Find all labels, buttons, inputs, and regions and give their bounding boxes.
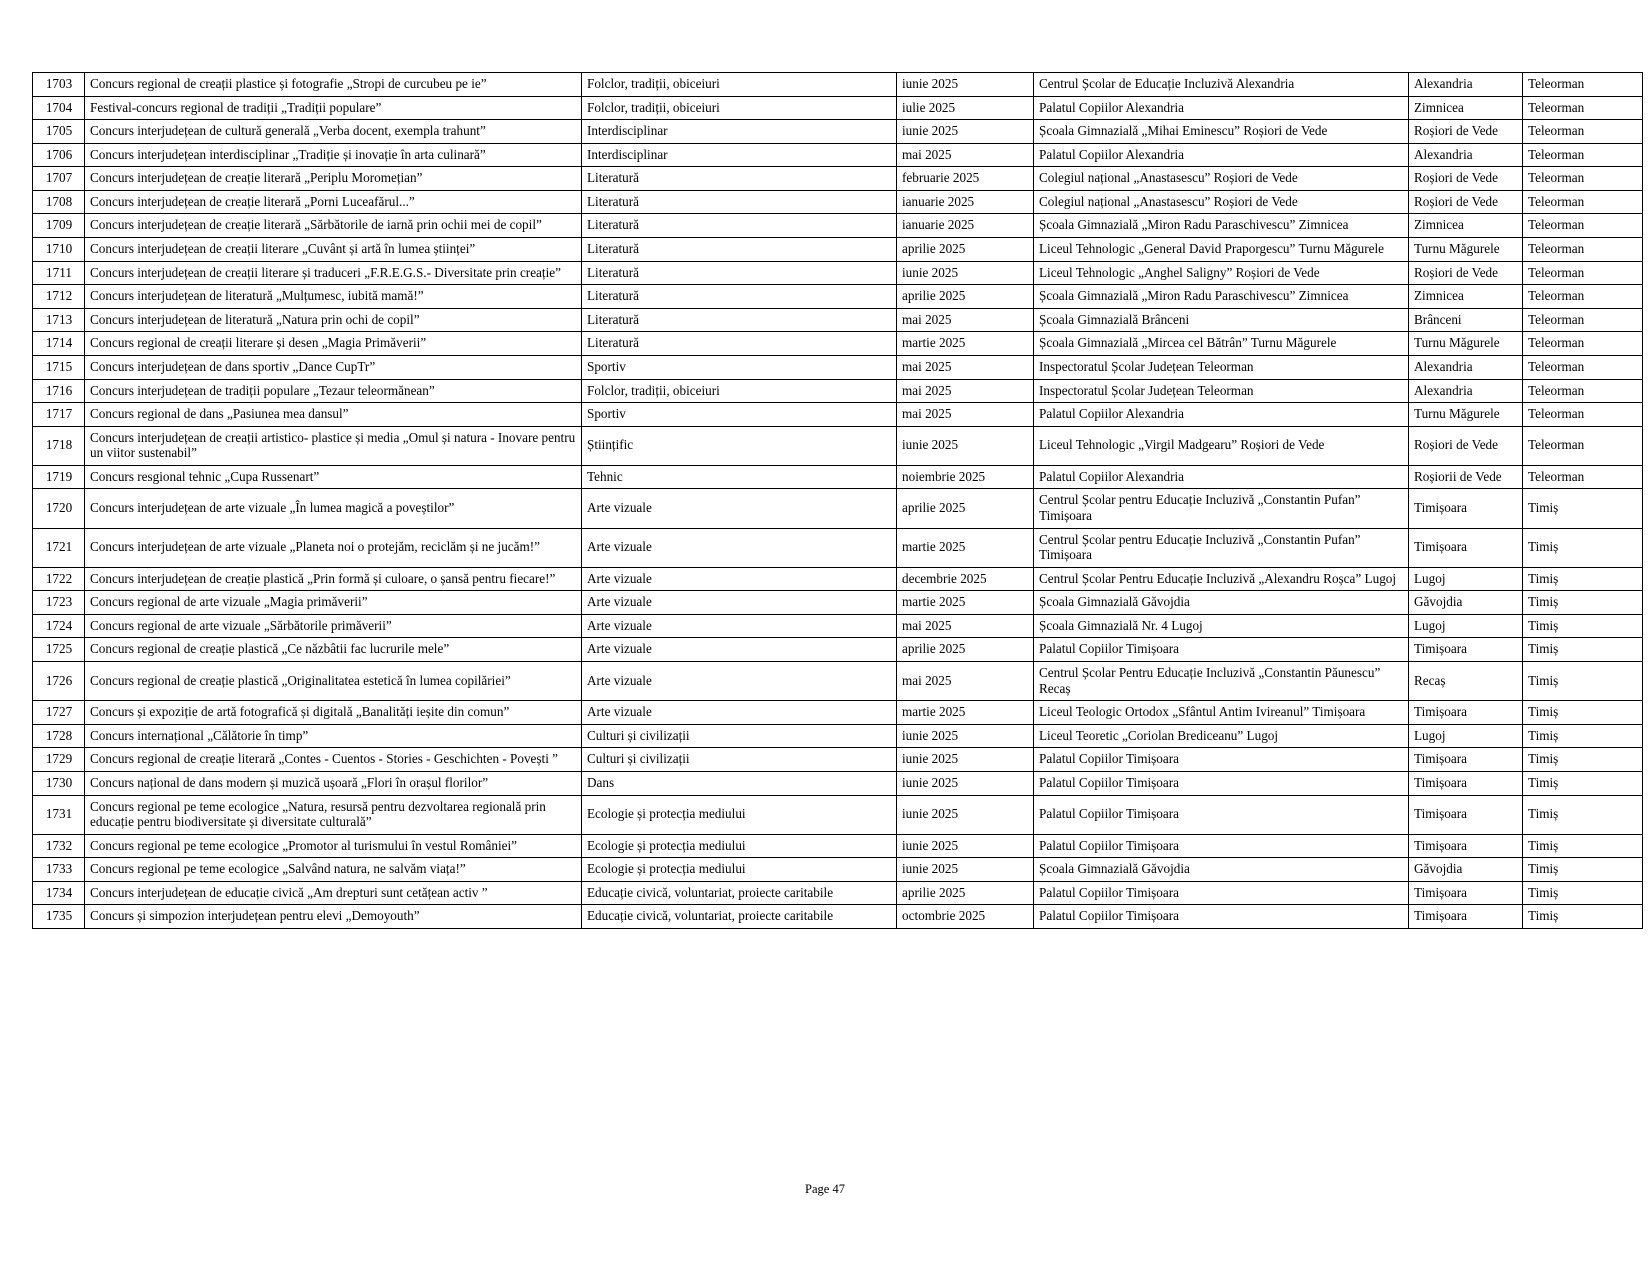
cell-date: martie 2025 [897,528,1034,567]
cell-number: 1717 [33,403,85,427]
cell-number: 1726 [33,662,85,701]
cell-date: iunie 2025 [897,748,1034,772]
cell-county: Teleorman [1523,73,1643,97]
cell-institution: Școala Gimnazială „Miron Radu Paraschivescu” Zimnicea [1034,214,1409,238]
cell-city: Alexandria [1409,379,1523,403]
cell-title: Concurs interjudețean de dans sportiv „Dance CupTr” [85,355,582,379]
cell-institution: Școala Gimnazială Găvojdia [1034,858,1409,882]
cell-city: Roșiori de Vede [1409,120,1523,144]
cell-date: iunie 2025 [897,261,1034,285]
cell-title: Concurs și simpozion interjudețean pentru elevi „Demoyouth” [85,905,582,929]
cell-city: Timișoara [1409,771,1523,795]
cell-county: Timiș [1523,834,1643,858]
cell-date: februarie 2025 [897,167,1034,191]
cell-title: Concurs regional pe teme ecologice „Salvând natura, ne salvăm viața!” [85,858,582,882]
cell-date: octombrie 2025 [897,905,1034,929]
cell-county: Timiș [1523,748,1643,772]
table-row [33,834,1643,858]
cell-category: Educație civică, voluntariat, proiecte caritabile [582,905,897,929]
cell-institution: Palatul Copiilor Timișoara [1034,834,1409,858]
cell-date: aprilie 2025 [897,489,1034,528]
cell-number: 1710 [33,238,85,262]
cell-city: Timișoara [1409,748,1523,772]
cell-title: Concurs interjudețean de creație plastică „Prin formă și culoare, o șansă pentru fiecare!” [85,567,582,591]
cell-category: Arte vizuale [582,567,897,591]
cell-category: Educație civică, voluntariat, proiecte caritabile [582,881,897,905]
table-row [33,96,1643,120]
cell-institution: Liceul Tehnologic „Virgil Madgearu” Roșiori de Vede [1034,426,1409,465]
table-row [33,238,1643,262]
table-row [33,355,1643,379]
cell-date: aprilie 2025 [897,881,1034,905]
cell-category: Literatură [582,167,897,191]
table-row [33,379,1643,403]
cell-city: Roșiori de Vede [1409,190,1523,214]
cell-category: Arte vizuale [582,701,897,725]
cell-county: Timiș [1523,724,1643,748]
table-row [33,771,1643,795]
cell-city: Alexandria [1409,355,1523,379]
cell-category: Arte vizuale [582,591,897,615]
table-row [33,567,1643,591]
cell-number: 1721 [33,528,85,567]
cell-institution: Școala Gimnazială „Mircea cel Bătrân” Turnu Măgurele [1034,332,1409,356]
cell-category: Literatură [582,238,897,262]
cell-city: Timișoara [1409,638,1523,662]
cell-title: Concurs interjudețean de arte vizuale „Planeta noi o protejăm, reciclăm și ne jucăm!” [85,528,582,567]
cell-county: Teleorman [1523,261,1643,285]
cell-title: Concurs regional de dans „Pasiunea mea dansul” [85,403,582,427]
cell-category: Folclor, tradiții, obiceiuri [582,96,897,120]
cell-institution: Palatul Copiilor Alexandria [1034,465,1409,489]
cell-title: Festival-concurs regional de tradiții „Tradiții populare” [85,96,582,120]
cell-number: 1731 [33,795,85,834]
cell-date: decembrie 2025 [897,567,1034,591]
cell-city: Zimnicea [1409,285,1523,309]
table-row [33,748,1643,772]
cell-title: Concurs regional de creații literare și desen „Magia Primăverii” [85,332,582,356]
table-row [33,701,1643,725]
cell-number: 1707 [33,167,85,191]
cell-date: mai 2025 [897,379,1034,403]
cell-institution: Palatul Copiilor Timișoara [1034,881,1409,905]
cell-title: Concurs interjudețean de creații artistico- plastice și media „Omul și natura - Inovare pentru un viitor sustenabil” [85,426,582,465]
table-row [33,465,1643,489]
cell-institution: Centrul Școlar pentru Educație Incluzivă „Constantin Pufan” Timișoara [1034,528,1409,567]
cell-city: Timișoara [1409,881,1523,905]
cell-city: Roșiori de Vede [1409,167,1523,191]
cell-number: 1709 [33,214,85,238]
cell-category: Arte vizuale [582,489,897,528]
cell-county: Teleorman [1523,143,1643,167]
cell-category: Ecologie și protecția mediului [582,858,897,882]
cell-county: Timiș [1523,662,1643,701]
cell-number: 1720 [33,489,85,528]
cell-county: Timiș [1523,528,1643,567]
cell-category: Interdisciplinar [582,120,897,144]
cell-date: aprilie 2025 [897,285,1034,309]
table-row [33,120,1643,144]
cell-number: 1725 [33,638,85,662]
cell-title: Concurs interjudețean de creație literară „Periplu Moromețian” [85,167,582,191]
cell-institution: Palatul Copiilor Alexandria [1034,96,1409,120]
cell-county: Timiș [1523,591,1643,615]
cell-institution: Liceul Tehnologic „Anghel Saligny” Roșiori de Vede [1034,261,1409,285]
cell-number: 1730 [33,771,85,795]
cell-category: Folclor, tradiții, obiceiuri [582,73,897,97]
cell-number: 1718 [33,426,85,465]
cell-title: Concurs regional de arte vizuale „Magia primăverii” [85,591,582,615]
cell-city: Brânceni [1409,308,1523,332]
cell-date: mai 2025 [897,308,1034,332]
cell-county: Timiș [1523,614,1643,638]
cell-title: Concurs național de dans modern și muzică ușoară „Flori în orașul florilor” [85,771,582,795]
cell-date: mai 2025 [897,614,1034,638]
table-row [33,489,1643,528]
cell-county: Teleorman [1523,379,1643,403]
cell-date: aprilie 2025 [897,638,1034,662]
table-row [33,285,1643,309]
cell-category: Arte vizuale [582,528,897,567]
cell-institution: Liceul Teologic Ortodox „Sfântul Antim Ivireanul” Timișoara [1034,701,1409,725]
cell-date: iunie 2025 [897,426,1034,465]
cell-institution: Școala Gimnazială Găvojdia [1034,591,1409,615]
cell-number: 1716 [33,379,85,403]
cell-title: Concurs interjudețean de literatură „Mulțumesc, iubită mamă!” [85,285,582,309]
cell-institution: Centrul Școlar pentru Educație Incluzivă „Constantin Pufan” Timișoara [1034,489,1409,528]
table-row [33,528,1643,567]
cell-number: 1722 [33,567,85,591]
cell-title: Concurs interjudețean de creație literară „Sărbătorile de iarnă prin ochii mei de copil” [85,214,582,238]
cell-city: Turnu Măgurele [1409,332,1523,356]
cell-county: Timiș [1523,638,1643,662]
cell-city: Recaș [1409,662,1523,701]
cell-institution: Liceul Tehnologic „General David Praporgescu” Turnu Măgurele [1034,238,1409,262]
cell-number: 1729 [33,748,85,772]
cell-title: Concurs internațional „Călătorie în timp” [85,724,582,748]
cell-county: Teleorman [1523,190,1643,214]
cell-category: Literatură [582,214,897,238]
cell-title: Concurs regional de creație literară „Contes - Cuentos - Stories - Geschichten - Povești ” [85,748,582,772]
cell-category: Sportiv [582,403,897,427]
cell-date: aprilie 2025 [897,238,1034,262]
table-row [33,73,1643,97]
cell-county: Timiș [1523,881,1643,905]
cell-category: Sportiv [582,355,897,379]
cell-county: Timiș [1523,858,1643,882]
cell-number: 1711 [33,261,85,285]
cell-county: Teleorman [1523,332,1643,356]
cell-city: Turnu Măgurele [1409,238,1523,262]
cell-city: Timișoara [1409,795,1523,834]
cell-city: Timișoara [1409,701,1523,725]
cell-number: 1724 [33,614,85,638]
cell-county: Teleorman [1523,465,1643,489]
cell-category: Literatură [582,190,897,214]
table-row [33,261,1643,285]
cell-institution: Palatul Copiilor Timișoara [1034,638,1409,662]
cell-institution: Palatul Copiilor Alexandria [1034,403,1409,427]
table-row [33,403,1643,427]
competitions-table [32,72,1643,929]
cell-county: Teleorman [1523,96,1643,120]
cell-city: Roșiori de Vede [1409,261,1523,285]
cell-number: 1734 [33,881,85,905]
cell-number: 1705 [33,120,85,144]
cell-county: Timiș [1523,795,1643,834]
cell-institution: Inspectoratul Școlar Județean Teleorman [1034,355,1409,379]
cell-date: iunie 2025 [897,795,1034,834]
table-row [33,662,1643,701]
cell-number: 1732 [33,834,85,858]
cell-title: Concurs interjudețean de literatură „Natura prin ochi de copil” [85,308,582,332]
cell-county: Timiș [1523,567,1643,591]
table-row [33,332,1643,356]
cell-number: 1715 [33,355,85,379]
cell-institution: Colegiul național „Anastasescu” Roșiori de Vede [1034,167,1409,191]
cell-date: noiembrie 2025 [897,465,1034,489]
cell-category: Tehnic [582,465,897,489]
cell-category: Științific [582,426,897,465]
cell-institution: Centrul Școlar Pentru Educație Incluzivă „Alexandru Roșca” Lugoj [1034,567,1409,591]
cell-county: Timiș [1523,771,1643,795]
cell-date: iunie 2025 [897,724,1034,748]
cell-county: Timiș [1523,905,1643,929]
cell-city: Zimnicea [1409,214,1523,238]
cell-title: Concurs interjudețean de tradiții populare „Tezaur teleormănean” [85,379,582,403]
cell-category: Arte vizuale [582,614,897,638]
table-body [33,73,1643,929]
cell-city: Lugoj [1409,567,1523,591]
cell-institution: Palatul Copiilor Timișoara [1034,748,1409,772]
cell-category: Dans [582,771,897,795]
cell-title: Concurs interjudețean de creație literară „Porni Luceafărul...” [85,190,582,214]
cell-number: 1704 [33,96,85,120]
cell-title: Concurs interjudețean de creații literare „Cuvânt și artă în lumea științei” [85,238,582,262]
cell-county: Teleorman [1523,403,1643,427]
cell-date: iunie 2025 [897,120,1034,144]
cell-institution: Palatul Copiilor Alexandria [1034,143,1409,167]
cell-county: Teleorman [1523,426,1643,465]
table-row [33,858,1643,882]
cell-county: Teleorman [1523,308,1643,332]
cell-number: 1713 [33,308,85,332]
cell-title: Concurs regional de arte vizuale „Sărbătorile primăverii” [85,614,582,638]
table-row [33,638,1643,662]
cell-title: Concurs și expoziție de artă fotografică și digitală „Banalități ieșite din comun” [85,701,582,725]
cell-category: Literatură [582,332,897,356]
table-row [33,905,1643,929]
cell-category: Ecologie și protecția mediului [582,834,897,858]
cell-institution: Școala Gimnazială Nr. 4 Lugoj [1034,614,1409,638]
cell-title: Concurs resgional tehnic „Cupa Russenart” [85,465,582,489]
cell-category: Culturi și civilizații [582,748,897,772]
cell-county: Teleorman [1523,285,1643,309]
cell-date: martie 2025 [897,701,1034,725]
cell-institution: Colegiul național „Anastasescu” Roșiori de Vede [1034,190,1409,214]
cell-number: 1728 [33,724,85,748]
cell-date: iunie 2025 [897,73,1034,97]
cell-title: Concurs regional pe teme ecologice „Promotor al turismului în vestul României” [85,834,582,858]
cell-institution: Palatul Copiilor Timișoara [1034,771,1409,795]
cell-institution: Școala Gimnazială Brânceni [1034,308,1409,332]
cell-date: martie 2025 [897,591,1034,615]
cell-city: Timișoara [1409,834,1523,858]
cell-institution: Școala Gimnazială „Mihai Eminescu” Roșiori de Vede [1034,120,1409,144]
cell-county: Timiș [1523,489,1643,528]
table-row [33,214,1643,238]
cell-title: Concurs regional pe teme ecologice „Natura, resursă pentru dezvoltarea regională prin educație pentru biodiversitate și diversitate culturală” [85,795,582,834]
table-row [33,426,1643,465]
cell-number: 1714 [33,332,85,356]
cell-institution: Palatul Copiilor Timișoara [1034,795,1409,834]
cell-title: Concurs interjudețean de creații literare și traduceri „F.R.E.G.S.- Diversitate prin creație” [85,261,582,285]
cell-title: Concurs regional de creații plastice și fotografie „Stropi de curcubeu pe ie” [85,73,582,97]
cell-city: Turnu Măgurele [1409,403,1523,427]
cell-date: iunie 2025 [897,834,1034,858]
cell-title: Concurs interjudețean de educație civică „Am drepturi sunt cetățean activ ” [85,881,582,905]
table-row [33,795,1643,834]
cell-institution: Centrul Școlar Pentru Educație Incluzivă „Constantin Păunescu” Recaș [1034,662,1409,701]
cell-number: 1723 [33,591,85,615]
cell-category: Literatură [582,285,897,309]
cell-date: mai 2025 [897,403,1034,427]
cell-category: Ecologie și protecția mediului [582,795,897,834]
cell-date: iulie 2025 [897,96,1034,120]
cell-county: Teleorman [1523,214,1643,238]
cell-category: Literatură [582,308,897,332]
table-row [33,724,1643,748]
table-row [33,881,1643,905]
cell-city: Alexandria [1409,73,1523,97]
cell-category: Literatură [582,261,897,285]
cell-county: Teleorman [1523,120,1643,144]
cell-county: Teleorman [1523,355,1643,379]
cell-number: 1733 [33,858,85,882]
cell-city: Roșiori de Vede [1409,426,1523,465]
cell-category: Interdisciplinar [582,143,897,167]
cell-institution: Școala Gimnazială „Miron Radu Paraschivescu” Zimnicea [1034,285,1409,309]
cell-category: Arte vizuale [582,662,897,701]
cell-city: Alexandria [1409,143,1523,167]
table-row [33,591,1643,615]
cell-number: 1719 [33,465,85,489]
cell-number: 1712 [33,285,85,309]
cell-city: Timișoara [1409,489,1523,528]
cell-county: Timiș [1523,701,1643,725]
cell-category: Folclor, tradiții, obiceiuri [582,379,897,403]
cell-date: martie 2025 [897,332,1034,356]
cell-city: Găvojdia [1409,591,1523,615]
cell-category: Arte vizuale [582,638,897,662]
table-row [33,308,1643,332]
cell-city: Găvojdia [1409,858,1523,882]
table-row [33,167,1643,191]
cell-institution: Liceul Teoretic „Coriolan Brediceanu” Lugoj [1034,724,1409,748]
cell-category: Culturi și civilizații [582,724,897,748]
cell-institution: Centrul Școlar de Educație Incluzivă Alexandria [1034,73,1409,97]
cell-city: Zimnicea [1409,96,1523,120]
cell-county: Teleorman [1523,238,1643,262]
cell-city: Lugoj [1409,614,1523,638]
table-row [33,143,1643,167]
cell-title: Concurs regional de creație plastică „Originalitatea estetică în lumea copilăriei” [85,662,582,701]
cell-county: Teleorman [1523,167,1643,191]
cell-date: iunie 2025 [897,858,1034,882]
cell-title: Concurs regional de creație plastică „Ce năzbâtii fac lucrurile mele” [85,638,582,662]
cell-institution: Inspectoratul Școlar Județean Teleorman [1034,379,1409,403]
cell-city: Timișoara [1409,528,1523,567]
cell-city: Lugoj [1409,724,1523,748]
cell-number: 1706 [33,143,85,167]
cell-city: Roșiorii de Vede [1409,465,1523,489]
cell-date: ianuarie 2025 [897,214,1034,238]
table-row [33,614,1643,638]
cell-number: 1735 [33,905,85,929]
cell-date: iunie 2025 [897,771,1034,795]
cell-title: Concurs interjudețean interdisciplinar „Tradiție și inovație în arta culinară” [85,143,582,167]
cell-number: 1727 [33,701,85,725]
cell-number: 1703 [33,73,85,97]
cell-title: Concurs interjudețean de cultură generală „Verba docent, exempla trahunt” [85,120,582,144]
cell-institution: Palatul Copiilor Timișoara [1034,905,1409,929]
cell-date: mai 2025 [897,143,1034,167]
cell-number: 1708 [33,190,85,214]
cell-date: ianuarie 2025 [897,190,1034,214]
table-row [33,190,1643,214]
page-footer: Page 47 [805,1182,845,1196]
cell-date: mai 2025 [897,662,1034,701]
cell-title: Concurs interjudețean de arte vizuale „În lumea magică a poveștilor” [85,489,582,528]
cell-date: mai 2025 [897,355,1034,379]
cell-city: Timișoara [1409,905,1523,929]
